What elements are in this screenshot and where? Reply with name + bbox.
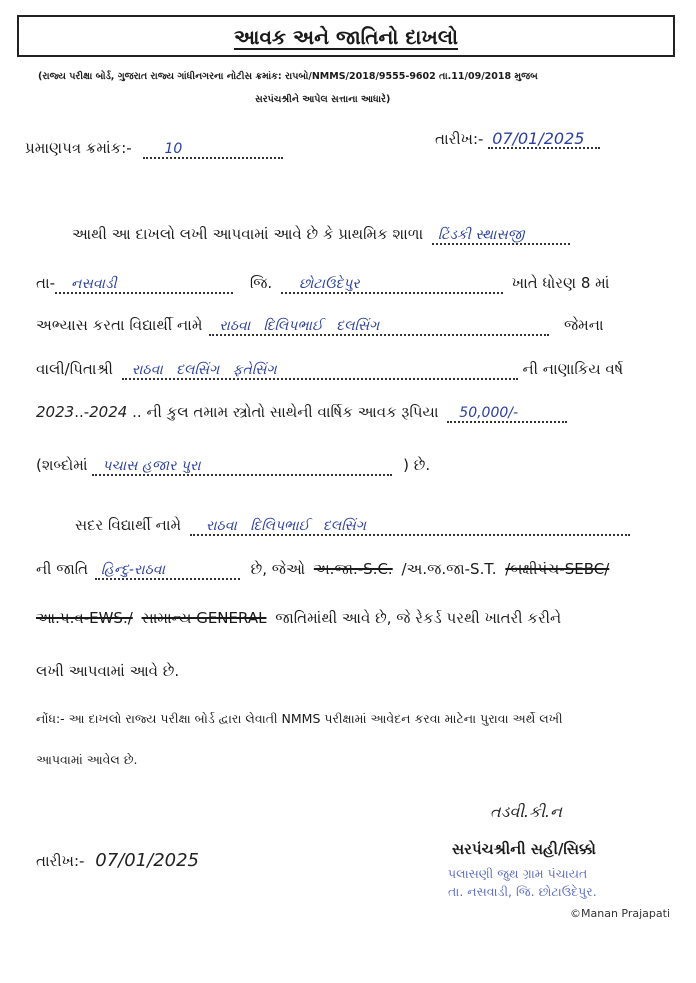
para1-line6: [36, 456, 430, 476]
student2-field: [190, 518, 630, 536]
income-words-value: પચાસ હજાર પુરા: [102, 458, 201, 474]
stamp-line-1: પલાસણી જુથ ગ્રામ પંચાયત: [448, 866, 588, 881]
parent-field: [122, 362, 518, 380]
certificate-number-value: 10: [164, 141, 183, 157]
category-sc-struck: અ.જા.-S.C.: [313, 560, 393, 578]
category-st: /અ.જ.જા-S.T.: [401, 560, 497, 578]
para2-text-1: સદર વિદ્યાર્થી નામે: [75, 516, 182, 534]
para1-text-3: જિ.: [249, 274, 273, 292]
para1-line2: [36, 274, 609, 294]
student2-value: રાઠવા દિલિપભાઈ દલસિંગ: [205, 518, 366, 534]
reference-line-1: (રાજ્ય પરીક્ષા બોર્ડ, ગુજરાત રાજ્ય ગાંધીનગરના નોટીસ ક્રમાંક: રાપબો/NMMS/2018/9555-9602 તા.11/09/2018 મુજબ: [38, 71, 538, 82]
caste-value: હિન્દુ-રાઠવા: [100, 562, 165, 578]
note-line-1: નોંધ:- આ દાખલો રાજ્ય પરીક્ષા બોર્ડ દ્વારા લેવાતી NMMS પરીક્ષામાં આવેદન કરવા માટેના પુરાવા અર્થે લખી: [36, 711, 563, 726]
certificate-number-label: પ્રમાણપત્ર ક્રમાંક:-: [25, 139, 132, 157]
para1-line4: [36, 360, 623, 380]
income-value: 50,000/-: [459, 405, 519, 421]
category-ews-struck: આ.પ.વ-EWS./: [36, 609, 133, 627]
copyright: ©Manan Prajapati: [570, 907, 671, 920]
school-value: ટિંડકી સ્થાસજી: [437, 227, 525, 243]
signature-handwritten: તડવી.કી.ન: [490, 802, 562, 821]
stamp-line-2: તા. નસવાડી, જિ. છોટાઉદેપુર.: [448, 884, 597, 899]
para1-line3: [36, 316, 604, 336]
para1-line1: [72, 225, 570, 245]
district-value: છોટાઉદેપુર: [298, 276, 360, 292]
parent-value: રાઠવા દલસિંગ ફતેસિંગ: [131, 362, 277, 378]
para1-text-1: આથી આ દાખલો લખી આપવામાં આવે છે કે પ્રાથમિક શાળા: [72, 225, 424, 243]
income-field: [447, 405, 567, 423]
category-general-struck: સામાન્ય GENERAL: [141, 609, 267, 627]
para1-text-6: જેમના: [563, 316, 604, 334]
date-bottom-value: 07/01/2025: [95, 850, 199, 871]
certificate-title: આવક અને જાતિનો દાખલો: [234, 25, 458, 49]
title-box: [17, 15, 675, 57]
para2-line4: લખી આપવામાં આવે છે.: [36, 662, 180, 680]
date-top-label: તારીખ:-: [435, 130, 484, 148]
para2-line3: [36, 609, 561, 627]
year-from: 2023: [36, 403, 75, 421]
date-top-value: 07/01/2025: [492, 129, 585, 148]
category-sebc-struck: /બક્ષીપંચ-SEBC/: [505, 560, 610, 578]
para1-text-7: વાલી/પિતાશ્રી: [36, 360, 113, 378]
para2-text-3: છે, જેઓ: [250, 560, 306, 578]
date-bottom-label: તારીખ:-: [36, 852, 85, 870]
signature-label: સરપંચશ્રીની સહી/સિક્કો: [452, 840, 596, 858]
para1-line5: 2023..-2024 .. ની કુલ તમામ સ્ત્રોતો સાથેની વાર્ષિક આવક રૂપિયા 50,000/-: [36, 403, 567, 423]
student-value: રાઠવા દિલિપભાઈ દલસિંગ: [219, 318, 380, 334]
date-top-field: [488, 131, 600, 149]
para1-text-2: તા-: [36, 274, 56, 292]
para1-text-10: (શબ્દોમાં: [36, 456, 88, 474]
district-field: [281, 276, 503, 294]
date-bottom-row: [36, 850, 199, 871]
year-to: 2024: [89, 403, 128, 421]
taluka-field: [55, 276, 233, 294]
para2-text-2: ની જાતિ: [36, 560, 89, 578]
student-field: [209, 318, 549, 336]
para2-text-4: જાતિમાંથી આવે છે, જે રેકર્ડ પરથી ખાતરી કરીને: [275, 609, 562, 627]
caste-field: [95, 562, 240, 580]
para1-text-9: ની કુલ તમામ સ્ત્રોતો સાથેની વાર્ષિક આવક રૂપિયા: [146, 403, 439, 421]
para1-text-4: ખાતે ધોરણ 8 માં: [511, 274, 610, 292]
date-top-row: [435, 130, 600, 149]
certificate-number-field: [143, 141, 283, 159]
note-line-2: આપવામાં આવેલ છે.: [36, 752, 138, 767]
taluka-value: નસવાડી: [71, 276, 117, 292]
para1-text-5: અભ્યાસ કરતા વિદ્યાર્થી નામે: [36, 316, 203, 334]
reference-line-2: સરપંચશ્રીને આપેલ સત્તાના આધારે): [255, 94, 391, 105]
para1-text-8: ની નાણાકિય વર્ષ: [522, 360, 624, 378]
para2-line2: [36, 560, 609, 580]
school-field: [432, 227, 570, 245]
para2-line1: [75, 516, 630, 536]
para1-text-11: ) છે.: [403, 456, 431, 474]
income-words-field: [92, 458, 392, 476]
certificate-number-row: [25, 139, 283, 159]
